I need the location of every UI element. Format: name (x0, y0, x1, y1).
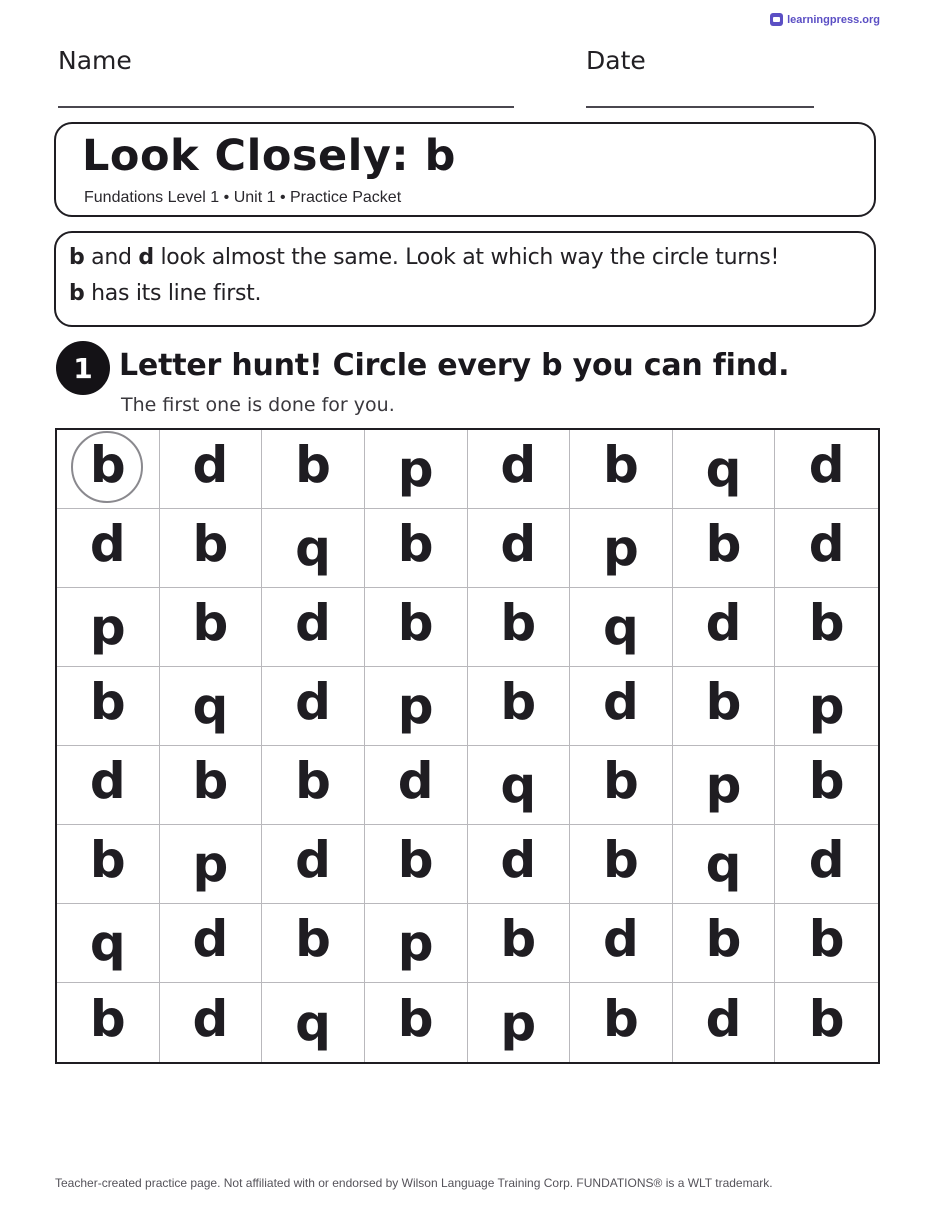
grid-cell[interactable] (160, 746, 263, 825)
grid-cell[interactable] (262, 825, 365, 904)
grid-letter: b (192, 515, 229, 573)
brand (770, 13, 880, 26)
grid-letter: p (397, 677, 434, 735)
grid-letter: b (603, 831, 639, 889)
grid-cell[interactable] (673, 983, 776, 1062)
grid-letter: d (192, 436, 229, 494)
brand-text: learningpress.org (787, 13, 880, 26)
grid-cell[interactable] (262, 430, 365, 509)
grid-cell[interactable] (775, 509, 878, 588)
name-label: Name (58, 46, 132, 75)
grid-cell[interactable] (365, 746, 468, 825)
grid-cell[interactable] (570, 983, 673, 1062)
grid-letter: b (500, 910, 537, 968)
step-number-badge: 1 (56, 341, 110, 395)
grid-cell[interactable] (160, 588, 263, 667)
grid-letter: p (500, 993, 537, 1052)
grid-letter: b (603, 752, 639, 810)
grid-cell[interactable] (262, 588, 365, 667)
instruction-line-1 (69, 245, 779, 270)
grid-cell[interactable] (262, 904, 365, 983)
grid-cell[interactable] (57, 746, 160, 825)
instruction-text: has its line first. (84, 281, 262, 306)
grid-cell[interactable] (775, 430, 878, 509)
grid-cell[interactable] (570, 430, 673, 509)
grid-cell[interactable] (468, 509, 571, 588)
grid-cell[interactable] (57, 667, 160, 746)
grid-letter: b (603, 436, 639, 494)
grid-letter: d (808, 436, 845, 494)
grid-cell[interactable] (570, 509, 673, 588)
grid-cell[interactable] (673, 588, 776, 667)
grid-letter: d (500, 515, 537, 573)
grid-letter: b (808, 989, 845, 1048)
grid-cell[interactable] (262, 667, 365, 746)
grid-letter: b (295, 752, 331, 810)
grid-cell[interactable] (673, 904, 776, 983)
grid-cell[interactable] (57, 588, 160, 667)
grid-letter: q (603, 598, 639, 656)
grid-cell[interactable] (160, 667, 263, 746)
footer-disclaimer: Teacher-created practice page. Not affiliated with or endorsed by Wilson Language Training Corp. FUNDATIONS® is a WLT trademark. (55, 1176, 773, 1190)
grid-cell[interactable] (775, 746, 878, 825)
grid-letter: d (705, 594, 742, 652)
grid-cell[interactable] (160, 509, 263, 588)
grid-cell[interactable] (673, 509, 776, 588)
activity-title: Letter hunt! Circle every b you can find. (119, 348, 790, 383)
grid-cell[interactable] (673, 667, 776, 746)
grid-letter: d (808, 515, 845, 573)
grid-letter: p (397, 914, 434, 972)
grid-letter: b (705, 515, 742, 573)
grid-cell[interactable] (673, 825, 776, 904)
grid-cell[interactable] (775, 825, 878, 904)
grid-letter: p (705, 756, 742, 814)
grid-cell[interactable] (775, 588, 878, 667)
grid-letter: d (500, 831, 537, 889)
grid-cell[interactable] (673, 430, 776, 509)
grid-letter: p (397, 440, 434, 498)
instruction-line-2 (69, 281, 261, 306)
grid-letter: b (705, 910, 742, 968)
grid-letter: b (89, 831, 126, 889)
grid-letter: p (89, 598, 126, 656)
page-title: Look Closely: b (82, 131, 456, 181)
title-box (54, 122, 876, 217)
grid-letter: p (192, 835, 229, 893)
grid-cell[interactable] (570, 825, 673, 904)
grid-cell[interactable] (775, 904, 878, 983)
instruction-letter-b: b (69, 245, 85, 270)
grid-cell[interactable] (57, 983, 160, 1062)
grid-cell[interactable] (57, 509, 160, 588)
grid-cell[interactable] (160, 904, 263, 983)
grid-letter: b (192, 752, 229, 810)
grid-cell[interactable] (570, 667, 673, 746)
grid-letter: q (295, 519, 331, 577)
grid-letter: q (500, 756, 537, 814)
grid-letter: b (89, 989, 126, 1048)
grid-letter: b (500, 673, 537, 731)
grid-cell[interactable] (57, 825, 160, 904)
grid-cell[interactable] (365, 667, 468, 746)
grid-letter: b (397, 989, 434, 1048)
grid-cell[interactable] (468, 667, 571, 746)
grid-letter: b (192, 594, 229, 652)
grid-cell[interactable] (365, 904, 468, 983)
page-subtitle: Fundations Level 1 • Unit 1 • Practice Packet (84, 189, 402, 206)
date-line[interactable] (586, 106, 814, 108)
grid-cell[interactable] (365, 983, 468, 1062)
instructions-box (54, 231, 876, 327)
grid-cell-example-circled[interactable] (57, 430, 160, 509)
grid-letter: b (808, 594, 845, 652)
activity-hint: The first one is done for you. (121, 394, 395, 416)
grid-letter: b (500, 594, 537, 652)
grid-letter: d (705, 989, 742, 1048)
grid-cell[interactable] (468, 746, 571, 825)
grid-cell[interactable] (262, 746, 365, 825)
grid-cell[interactable] (365, 509, 468, 588)
grid-cell[interactable] (57, 904, 160, 983)
grid-letter: b (603, 989, 639, 1048)
grid-letter: d (295, 594, 331, 652)
grid-cell[interactable] (570, 746, 673, 825)
grid-letter: d (192, 989, 229, 1048)
date-label: Date (586, 46, 646, 75)
grid-letter: b (89, 673, 126, 731)
grid-cell[interactable] (775, 983, 878, 1062)
grid-cell[interactable] (468, 430, 571, 509)
grid-letter: b (397, 515, 434, 573)
grid-cell[interactable] (468, 588, 571, 667)
grid-letter: q (705, 835, 742, 893)
instruction-text: look almost the same. Look at which way the circle turns! (153, 245, 779, 270)
grid-letter: b (295, 910, 331, 968)
grid-cell[interactable] (468, 904, 571, 983)
grid-cell[interactable] (365, 430, 468, 509)
grid-letter: q (295, 993, 331, 1052)
instruction-text: and (84, 245, 139, 270)
grid-cell[interactable] (775, 667, 878, 746)
grid-letter: b (705, 673, 742, 731)
grid-letter: d (808, 831, 845, 889)
grid-letter: d (500, 436, 537, 494)
instruction-letter-d: d (138, 245, 154, 270)
grid-letter: b (89, 436, 126, 494)
grid-cell[interactable] (160, 430, 263, 509)
grid-letter: p (808, 677, 845, 735)
grid-letter: d (192, 910, 229, 968)
grid-cell[interactable] (570, 904, 673, 983)
grid-cell[interactable] (468, 825, 571, 904)
grid-cell[interactable] (365, 825, 468, 904)
letter-grid (55, 428, 880, 1064)
grid-cell[interactable] (673, 746, 776, 825)
grid-cell[interactable] (160, 983, 263, 1062)
grid-letter: b (397, 831, 434, 889)
grid-cell[interactable] (262, 509, 365, 588)
grid-letter: d (603, 673, 639, 731)
grid-letter: d (89, 752, 126, 810)
grid-cell[interactable] (468, 983, 571, 1062)
book-icon (770, 13, 783, 26)
grid-cell[interactable] (570, 588, 673, 667)
grid-cell[interactable] (160, 825, 263, 904)
grid-cell[interactable] (365, 588, 468, 667)
grid-letter: b (808, 910, 845, 968)
grid-letter: d (295, 673, 331, 731)
grid-letter: b (397, 594, 434, 652)
grid-letter: q (89, 914, 126, 972)
grid-letter: d (397, 752, 434, 810)
instruction-letter-b: b (69, 281, 85, 306)
name-line[interactable] (58, 106, 514, 108)
grid-letter: d (89, 515, 126, 573)
grid-letter: p (603, 519, 639, 577)
grid-letter: q (705, 440, 742, 498)
grid-letter: d (603, 910, 639, 968)
grid-letter: b (808, 752, 845, 810)
grid-letter: d (295, 831, 331, 889)
grid-letter: q (192, 677, 229, 735)
grid-cell[interactable] (262, 983, 365, 1062)
grid-letter: b (295, 436, 331, 494)
